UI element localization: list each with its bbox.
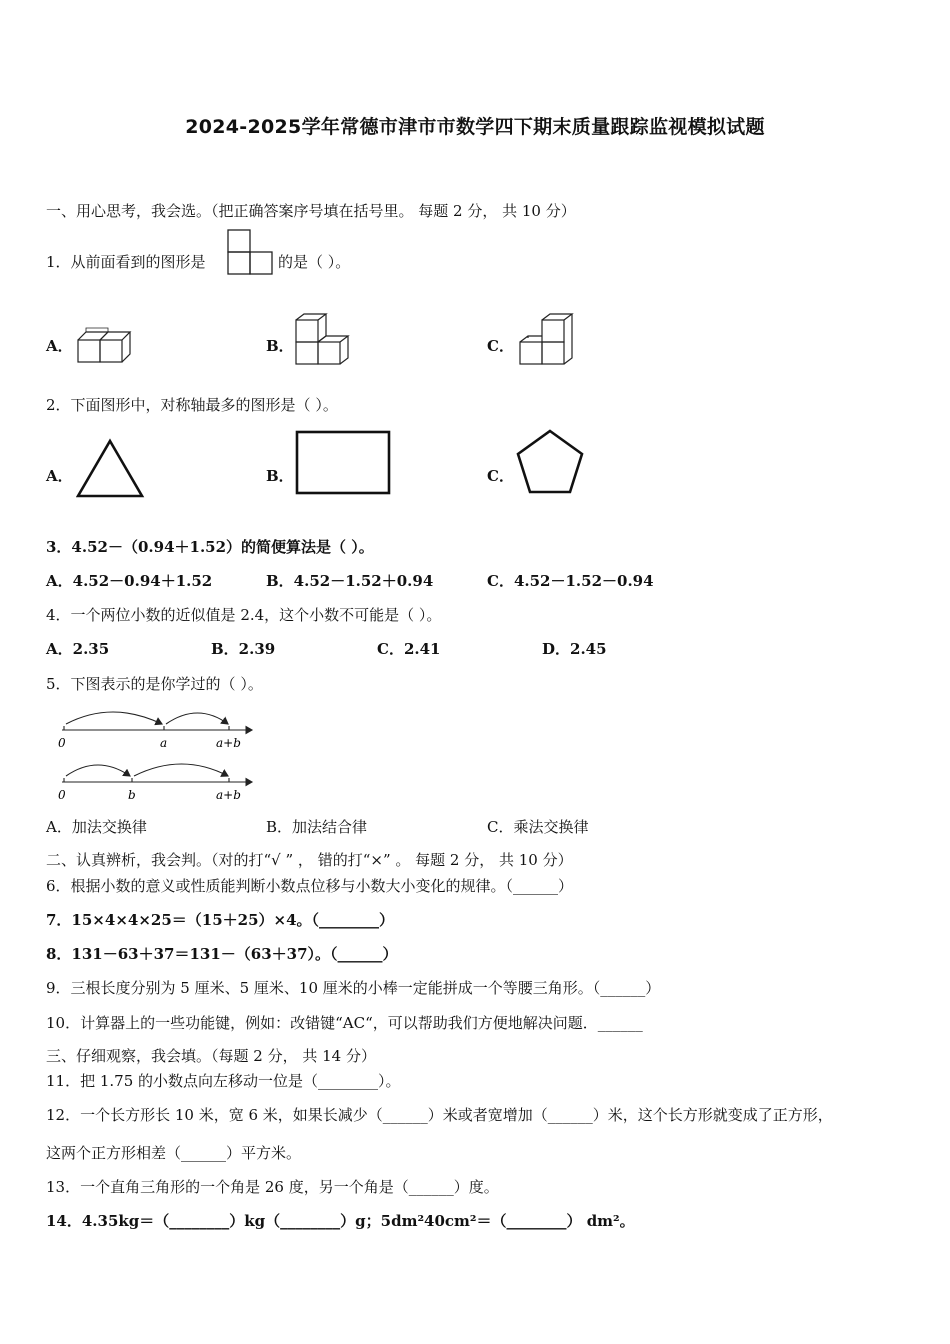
q5-line1-label-a: a <box>160 736 168 750</box>
q3-option-a: A．4.52－0.94＋1.52 <box>46 572 213 590</box>
q8: 8．131－63＋37＝131－（63＋37）。（______） <box>46 945 398 963</box>
q12-line1: 12．一个长方形长 10 米，宽 6 米，如果长减少（______）米或者宽增加（______）米，这个长方形就变成了正方形， <box>46 1106 833 1124</box>
page-title: 2024-2025学年常德市津市市数学四下期末质量跟踪监视模拟试题 <box>185 116 765 138</box>
q1-option-a-cubes <box>76 324 132 366</box>
q1-option-b-label: B． <box>266 337 294 355</box>
q5-option-a: A．加法交换律 <box>46 818 147 836</box>
q2-option-b-label: B． <box>266 467 294 485</box>
q3-option-b: B．4.52－1.52＋0.94 <box>266 572 434 590</box>
q5-number-line-diagram <box>52 702 262 804</box>
q11: 11．把 1.75 的小数点向左移动一位是（________）。 <box>46 1072 401 1090</box>
q5-line1-label-0: 0 <box>58 736 66 750</box>
q1-option-c-cubes <box>518 312 574 366</box>
q5-option-c: C．乘法交换律 <box>487 818 589 836</box>
q5-line2-label-b: b <box>128 788 136 802</box>
q1-stem-pre: 1．从前面看到的图形是 <box>46 253 206 271</box>
q12-line2: 这两个正方形相差（______）平方米。 <box>46 1144 302 1162</box>
q13: 13．一个直角三角形的一个角是 26 度，另一个角是（______）度。 <box>46 1178 499 1196</box>
q3-option-c: C．4.52－1.52－0.94 <box>487 572 654 590</box>
q1-option-b-cubes <box>294 312 350 366</box>
q4-option-a: A．2.35 <box>46 640 110 658</box>
q1-option-c-label: C． <box>487 337 514 355</box>
section-1-heading: 一、用心思考，我会选。（把正确答案序号填在括号里。 每题 2 分， 共 10 分） <box>46 202 576 220</box>
q4-option-c: C．2.41 <box>377 640 441 658</box>
section-2-heading: 二、认真辨析，我会判。（对的打“√ ” ， 错的打“×” 。 每题 2 分， 共 10 分） <box>46 851 573 869</box>
q2-option-a-triangle <box>76 438 146 500</box>
q2-option-c-pentagon <box>514 428 586 496</box>
q4-option-b: B．2.39 <box>211 640 276 658</box>
section-3-heading: 三、仔细观察，我会填。（每题 2 分， 共 14 分） <box>46 1047 376 1065</box>
q1-front-view-figure <box>226 228 276 276</box>
q4-stem: 4．一个两位小数的近似值是 2.4，这个小数不可能是（ ）。 <box>46 606 442 624</box>
q2-option-b-rectangle <box>294 429 394 497</box>
q5-option-b: B．加法结合律 <box>266 818 368 836</box>
q5-line2-label-sum: a+b <box>216 788 241 802</box>
q5-line1-label-sum: a+b <box>216 736 241 750</box>
q5-stem: 5．下图表示的是你学过的（ ）。 <box>46 675 263 693</box>
q14: 14．4.35kg＝（________）kg（________）g；5dm²40cm²＝（________） dm²。 <box>46 1212 635 1230</box>
q3-stem: 3．4.52－（0.94＋1.52）的简便算法是（ ）。 <box>46 538 374 556</box>
q7: 7．15×4×4×25＝（15＋25）×4。（________） <box>46 911 395 929</box>
q10: 10．计算器上的一些功能键，例如：改错键“AC“，可以帮助我们方便地解决问题．______ <box>46 1014 643 1032</box>
q2-option-a-label: A． <box>46 467 73 485</box>
q2-option-c-label: C． <box>487 467 514 485</box>
q2-stem: 2．下面图形中，对称轴最多的图形是（ ）。 <box>46 396 338 414</box>
q6: 6．根据小数的意义或性质能判断小数点位移与小数大小变化的规律。（______） <box>46 877 574 895</box>
q5-line2-label-0: 0 <box>58 788 66 802</box>
q1-option-a-label: A． <box>46 337 73 355</box>
q9: 9．三根长度分别为 5 厘米、5 厘米、10 厘米的小棒一定能拼成一个等腰三角形。（______） <box>46 979 661 997</box>
q1-stem-post: 的是（ ）。 <box>278 253 351 271</box>
q4-option-d: D．2.45 <box>542 640 607 658</box>
